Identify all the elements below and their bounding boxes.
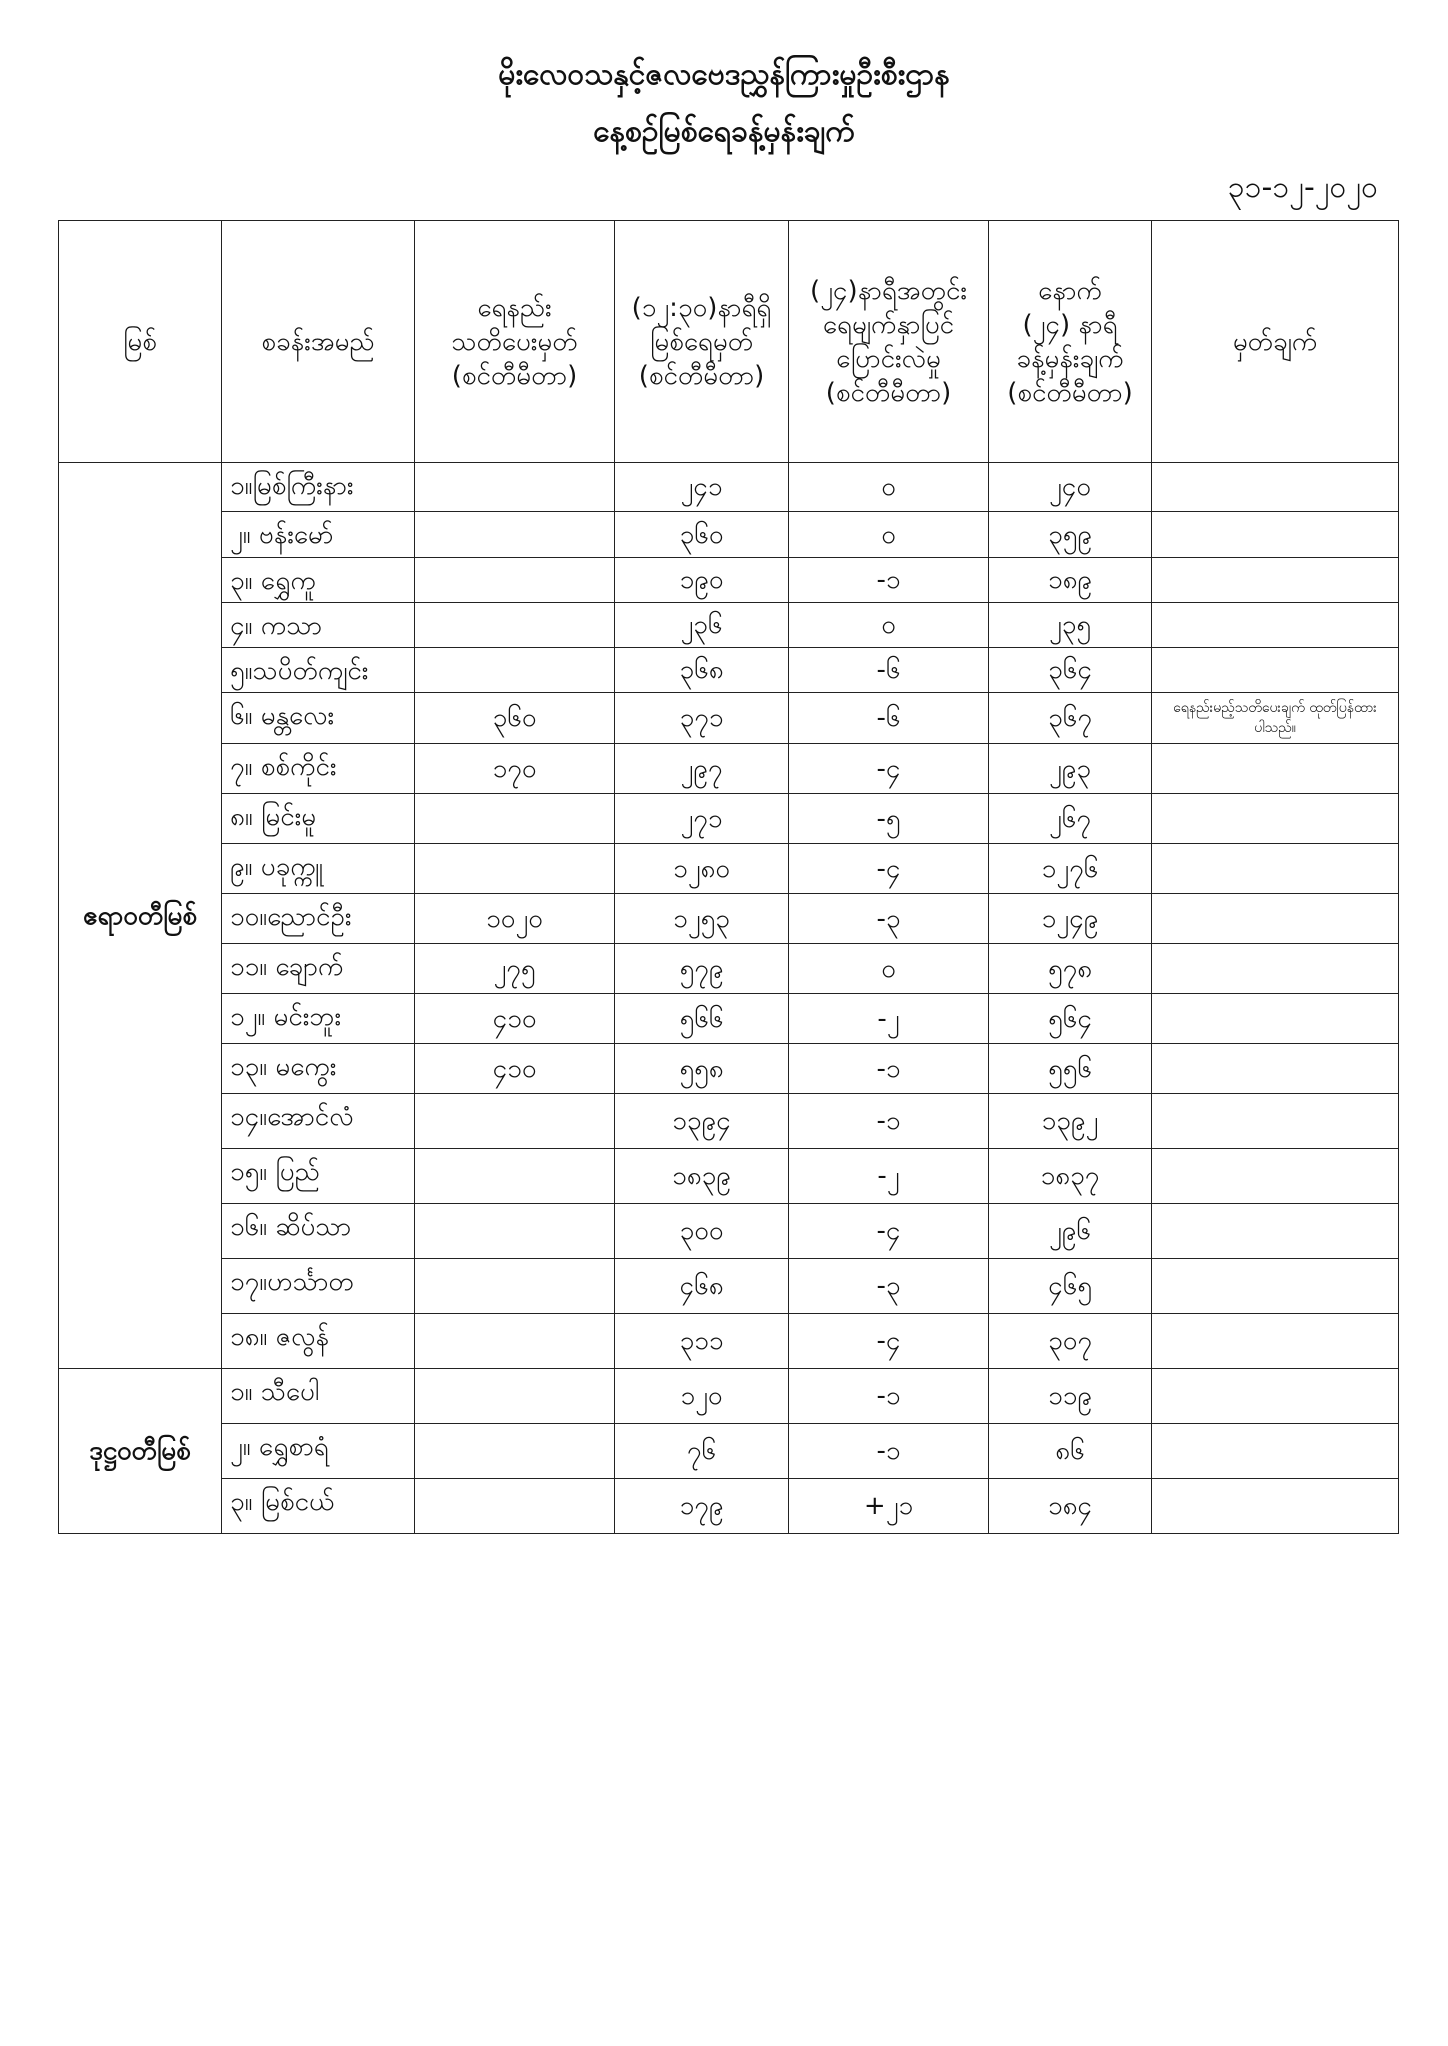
station-name: ၁၇။ဟင်္သာတ (222, 1259, 415, 1314)
water-level-value: ၅၆၆ (615, 994, 789, 1044)
change-value: -၄ (789, 744, 989, 794)
station-name: ၄။ ကသာ (222, 603, 415, 648)
remark-text: ရေနည်းမည့်သတိပေးချက် ထုတ်ပြန်ထားပါသည်။ (1152, 693, 1399, 744)
column-header-line: (စင်တီမီတာ) (1007, 377, 1133, 408)
column-header-line: သတိပေးမှတ် (451, 326, 578, 357)
change-value: -၁ (789, 558, 989, 603)
station-name: ၁၄။အောင်လံ (222, 1094, 415, 1149)
low-warning-value (415, 1094, 615, 1149)
column-header-river (59, 221, 222, 463)
forecast-value: ၂၃၅ (989, 603, 1152, 648)
change-value: +၂၁ (789, 1479, 989, 1534)
change-value: ၀ (789, 463, 989, 512)
remark-text (1152, 1479, 1399, 1534)
water-level-value: ၂၃၆ (615, 603, 789, 648)
low-warning-value: ၂၇၅ (415, 944, 615, 994)
remark-text (1152, 794, 1399, 844)
remark-text (1152, 512, 1399, 558)
column-header-line: (စင်တီမီတာ) (451, 360, 578, 391)
change-value: -၄ (789, 1314, 989, 1369)
water-level-value: ၁၃၉၄ (615, 1094, 789, 1149)
column-header-line: ပြောင်းလဲမှု (836, 343, 941, 374)
water-level-value: ၅၅၈ (615, 1044, 789, 1094)
column-header-change-24h (789, 221, 989, 463)
column-header-station (222, 221, 415, 463)
low-warning-value (415, 648, 615, 693)
water-level-value: ၃၀၀ (615, 1204, 789, 1259)
table-row (59, 1204, 1399, 1259)
water-level-value: ၁၂၅၃ (615, 894, 789, 944)
water-level-value: ၁၂၀ (615, 1369, 789, 1424)
station-name: ၁၃။ မကွေး (222, 1044, 415, 1094)
low-warning-value (415, 844, 615, 894)
column-header-line: နောက် (1038, 275, 1102, 306)
water-level-value: ၂၉၇ (615, 744, 789, 794)
station-name: ၂။ ဗန်းမော် (222, 512, 415, 558)
table-row (59, 794, 1399, 844)
column-header-forecast-24h (989, 221, 1152, 463)
station-name: ၇။ စစ်ကိုင်း (222, 744, 415, 794)
table-row (59, 648, 1399, 693)
forecast-value: ၅၇၈ (989, 944, 1152, 994)
remark-text (1152, 744, 1399, 794)
column-header-line: မှတ်ချက် (1232, 326, 1318, 357)
low-warning-value (415, 558, 615, 603)
change-value: -၂ (789, 994, 989, 1044)
water-level-value: ၂၇၁ (615, 794, 789, 844)
column-header-line: စခန်းအမည် (261, 326, 375, 357)
station-name: ၁၆။ ဆိပ်သာ (222, 1204, 415, 1259)
column-header-line: (၂၄)နာရီအတွင်း (810, 275, 967, 306)
remark-text (1152, 1314, 1399, 1369)
forecast-value: ၁၈၃၇ (989, 1149, 1152, 1204)
column-header-low-warning-level (415, 221, 615, 463)
column-header-line: မြစ် (123, 326, 157, 357)
change-value: -၁ (789, 1369, 989, 1424)
change-value: -၁ (789, 1424, 989, 1479)
forecast-value: ၅၅၆ (989, 1044, 1152, 1094)
remark-text (1152, 1424, 1399, 1479)
forecast-value: ၃၅၉ (989, 512, 1152, 558)
table-row (59, 1259, 1399, 1314)
forecast-value: ၅၆၄ (989, 994, 1152, 1044)
low-warning-value (415, 1479, 615, 1534)
low-warning-value (415, 1314, 615, 1369)
forecast-value: ၁၈၄ (989, 1479, 1152, 1534)
change-value: -၆ (789, 693, 989, 744)
low-warning-value (415, 1424, 615, 1479)
low-warning-value (415, 1204, 615, 1259)
department-title: မိုးလေဝသနှင့်ဇလဗေဒညွှန်ကြားမှုဦးစီးဌာန (498, 57, 950, 92)
table-row (59, 603, 1399, 648)
remark-text (1152, 944, 1399, 994)
water-level-value: ၁၇၉ (615, 1479, 789, 1534)
water-level-value: ၃၆၈ (615, 648, 789, 693)
table-row (59, 1314, 1399, 1369)
remark-text (1152, 603, 1399, 648)
remark-text (1152, 844, 1399, 894)
forecast-value: ၃၀၇ (989, 1314, 1152, 1369)
forecast-value: ၂၉၆ (989, 1204, 1152, 1259)
column-header-line: ခန့်မှန်းချက် (1016, 343, 1124, 374)
column-header-line: (စင်တီမီတာ) (638, 360, 765, 391)
water-level-value: ၁၂၈၀ (615, 844, 789, 894)
change-value: -၁ (789, 1094, 989, 1149)
column-header-line: မြစ်ရေမှတ် (649, 326, 754, 357)
water-level-value: ၅၇၉ (615, 944, 789, 994)
water-level-value: ၁၉၀ (615, 558, 789, 603)
change-value: -၃ (789, 894, 989, 944)
table-row (59, 844, 1399, 894)
low-warning-value (415, 463, 615, 512)
remark-text (1152, 463, 1399, 512)
change-value: -၅ (789, 794, 989, 844)
station-name: ၁၁။ ချောက် (222, 944, 415, 994)
low-warning-value: ၁၇၀ (415, 744, 615, 794)
station-name: ၈။ မြင်းမူ (222, 794, 415, 844)
remark-text (1152, 558, 1399, 603)
remark-text (1152, 1149, 1399, 1204)
table-row (59, 994, 1399, 1044)
table-row (59, 744, 1399, 794)
remark-text (1152, 648, 1399, 693)
forecast-value: ၁၁၉ (989, 1369, 1152, 1424)
forecast-value: ၂၄၀ (989, 463, 1152, 512)
station-name: ၁၂။ မင်းဘူး (222, 994, 415, 1044)
table-row (59, 1149, 1399, 1204)
station-name: ၆။ မန္တလေး (222, 693, 415, 744)
change-value: -၄ (789, 844, 989, 894)
column-header-line: (၁၂:၃၀)နာရီရှိ (631, 292, 772, 323)
change-value: ၀ (789, 944, 989, 994)
table-row (59, 1094, 1399, 1149)
water-level-value: ၃၁၁ (615, 1314, 789, 1369)
forecast-value: ၃၆၇ (989, 693, 1152, 744)
station-name: ၅။သပိတ်ကျင်း (222, 648, 415, 693)
water-level-table (58, 220, 1399, 1534)
station-name: ၃။ ရွှေကူ (222, 558, 415, 603)
station-name: ၁၈။ ဇလွန် (222, 1314, 415, 1369)
forecast-value: ၁၂၄၉ (989, 894, 1152, 944)
report-date: ၃၁-၁၂-၂၀၂၀ (1227, 170, 1378, 205)
change-value: -၁ (789, 1044, 989, 1094)
forecast-value: ၁၈၉ (989, 558, 1152, 603)
change-value: -၄ (789, 1204, 989, 1259)
table-row (59, 1424, 1399, 1479)
column-header-remarks (1152, 221, 1399, 463)
forecast-value: ၈၆ (989, 1424, 1152, 1479)
water-level-value: ၇၆ (615, 1424, 789, 1479)
forecast-value: ၂၉၃ (989, 744, 1152, 794)
low-warning-value (415, 603, 615, 648)
table-row (59, 512, 1399, 558)
change-value: -၆ (789, 648, 989, 693)
header-row (59, 221, 1399, 463)
table-row (59, 693, 1399, 744)
station-name: ၃။ မြစ်ငယ် (222, 1479, 415, 1534)
column-header-water-level (615, 221, 789, 463)
low-warning-value (415, 794, 615, 844)
water-level-value: ၁၈၃၉ (615, 1149, 789, 1204)
remark-text (1152, 1369, 1399, 1424)
table-row (59, 1044, 1399, 1094)
remark-text (1152, 1044, 1399, 1094)
table-row (59, 558, 1399, 603)
report-title: နေ့စဉ်မြစ်ရေခန့်မှန်းချက် (593, 114, 855, 149)
low-warning-value: ၄၁၀ (415, 1044, 615, 1094)
column-header-line: ရေနည်း (477, 292, 552, 323)
forecast-value: ၁၂၇၆ (989, 844, 1152, 894)
station-name: ၁။မြစ်ကြီးနား (222, 463, 415, 512)
station-name: ၉။ ပခုက္ကူ (222, 844, 415, 894)
table-row (59, 1479, 1399, 1534)
station-name: ၁၅။ ပြည် (222, 1149, 415, 1204)
remark-text (1152, 1259, 1399, 1314)
water-level-value: ၄၆၈ (615, 1259, 789, 1314)
column-header-line: ရေမျက်နှာပြင် (822, 309, 955, 340)
water-level-value: ၃၇၁ (615, 693, 789, 744)
forecast-value: ၂၆၇ (989, 794, 1152, 844)
change-value: ၀ (789, 512, 989, 558)
forecast-value: ၃၆၄ (989, 648, 1152, 693)
station-name: ၂။ ရွှေစာရံ (222, 1424, 415, 1479)
low-warning-value: ၁၀၂၀ (415, 894, 615, 944)
water-level-value: ၂၄၁ (615, 463, 789, 512)
low-warning-value (415, 1369, 615, 1424)
table-row (59, 1369, 1399, 1424)
remark-text (1152, 1094, 1399, 1149)
remark-text (1152, 994, 1399, 1044)
low-warning-value: ၃၆၀ (415, 693, 615, 744)
table-row (59, 463, 1399, 512)
table-row (59, 944, 1399, 994)
change-value: -၂ (789, 1149, 989, 1204)
low-warning-value (415, 512, 615, 558)
table-row (59, 894, 1399, 944)
low-warning-value: ၄၁၀ (415, 994, 615, 1044)
station-name: ၁။ သီပေါ (222, 1369, 415, 1424)
water-level-value: ၃၆၀ (615, 512, 789, 558)
remark-text (1152, 1204, 1399, 1259)
river-name: ဧရာဝတီမြစ် (59, 463, 222, 1369)
forecast-value: ၁၃၉၂ (989, 1094, 1152, 1149)
column-header-line: (၂၄) နာရီ (1022, 309, 1118, 340)
river-name: ဒုဋ္ဌဝတီမြစ် (59, 1369, 222, 1534)
low-warning-value (415, 1259, 615, 1314)
change-value: -၃ (789, 1259, 989, 1314)
station-name: ၁၀။ညောင်ဦး (222, 894, 415, 944)
forecast-value: ၄၆၅ (989, 1259, 1152, 1314)
column-header-line: (စင်တီမီတာ) (825, 377, 952, 408)
remark-text (1152, 894, 1399, 944)
change-value: ၀ (789, 603, 989, 648)
low-warning-value (415, 1149, 615, 1204)
